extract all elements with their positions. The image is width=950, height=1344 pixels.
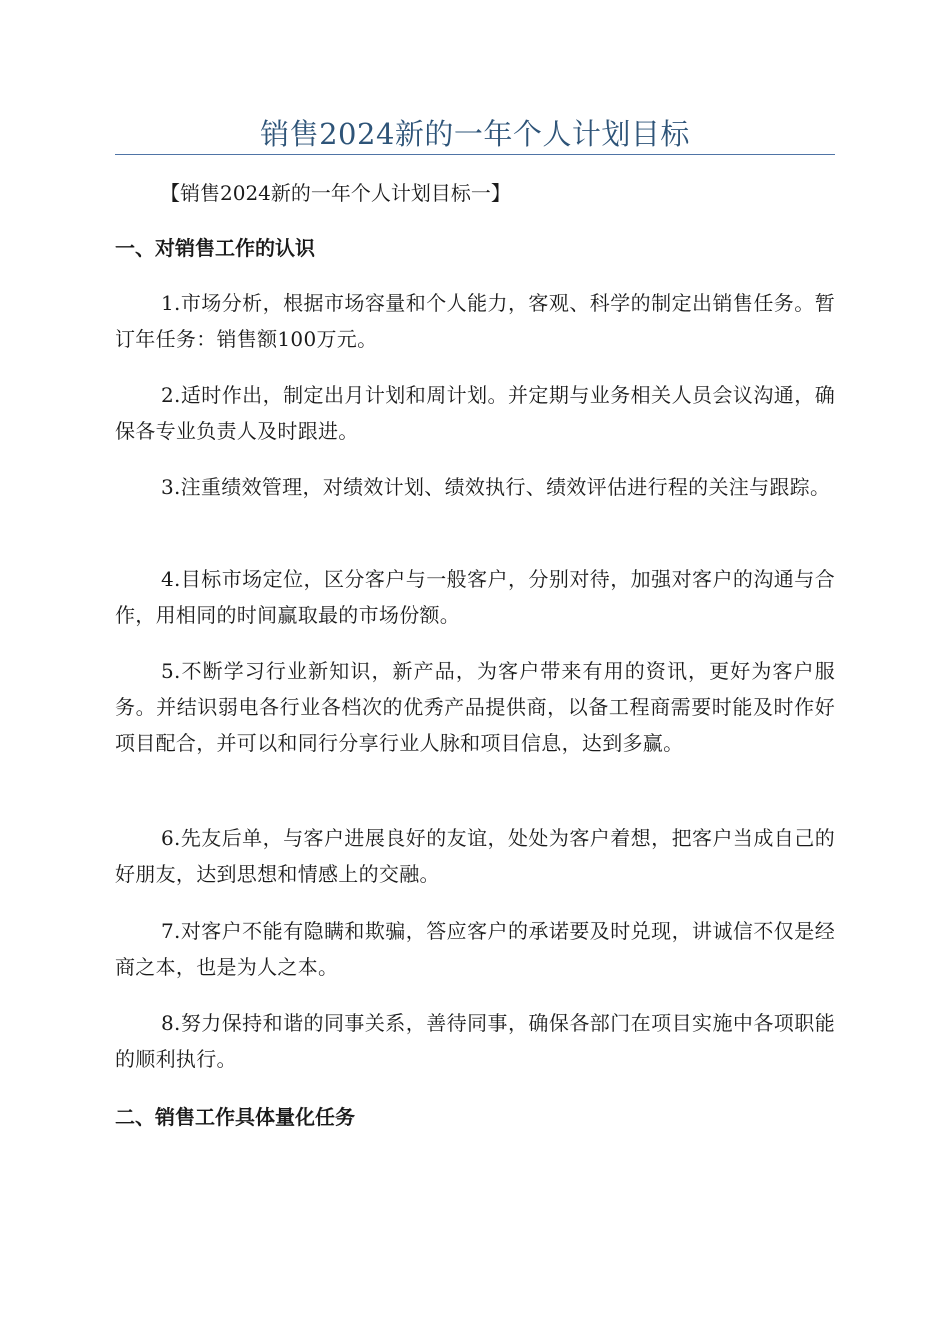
paragraph-3: 3.注重绩效管理，对绩效计划、绩效执行、绩效评估进行程的关注与跟踪。 — [161, 475, 831, 499]
paragraph-8: 8.努力保持和谐的同事关系，善待同事，确保各部门在项目实施中各项职能的顺利执行。 — [115, 1011, 835, 1071]
paragraph-5: 5.不断学习行业新知识，新产品，为客户带来有用的资讯，更好为客户服务。并结识弱电各行业各档次的优秀产品提供商，以备工程商需要时能及时作好项目配合，并可以和同行分享行业人脉和项目信息，达到多赢。 — [115, 659, 835, 755]
section-heading-2: 二、销售工作具体量化任务 — [115, 1105, 355, 1129]
document-subtitle: 【销售2024新的一年个人计划目标一】 — [160, 181, 511, 205]
paragraph-2: 2.适时作出，制定出月计划和周计划。并定期与业务相关人员会议沟通，确保各专业负责人及时跟进。 — [115, 383, 835, 443]
title-underline — [115, 154, 835, 155]
paragraph-4: 4.目标市场定位，区分客户与一般客户，分别对待，加强对客户的沟通与合作，用相同的时间赢取最的市场份额。 — [115, 567, 835, 627]
paragraph-6: 6.先友后单，与客户进展良好的友谊，处处为客户着想，把客户当成自己的好朋友，达到思想和情感上的交融。 — [115, 826, 835, 886]
section-heading-1: 一、对销售工作的认识 — [115, 236, 315, 260]
paragraph-7: 7.对客户不能有隐瞒和欺骗，答应客户的承诺要及时兑现，讲诚信不仅是经商之本，也是为人之本。 — [115, 919, 835, 979]
document-title: 销售2024新的一年个人计划目标 — [260, 117, 690, 151]
paragraph-1: 1.市场分析，根据市场容量和个人能力，客观、科学的制定出销售任务。暂订年任务：销售额100万元。 — [115, 291, 835, 351]
